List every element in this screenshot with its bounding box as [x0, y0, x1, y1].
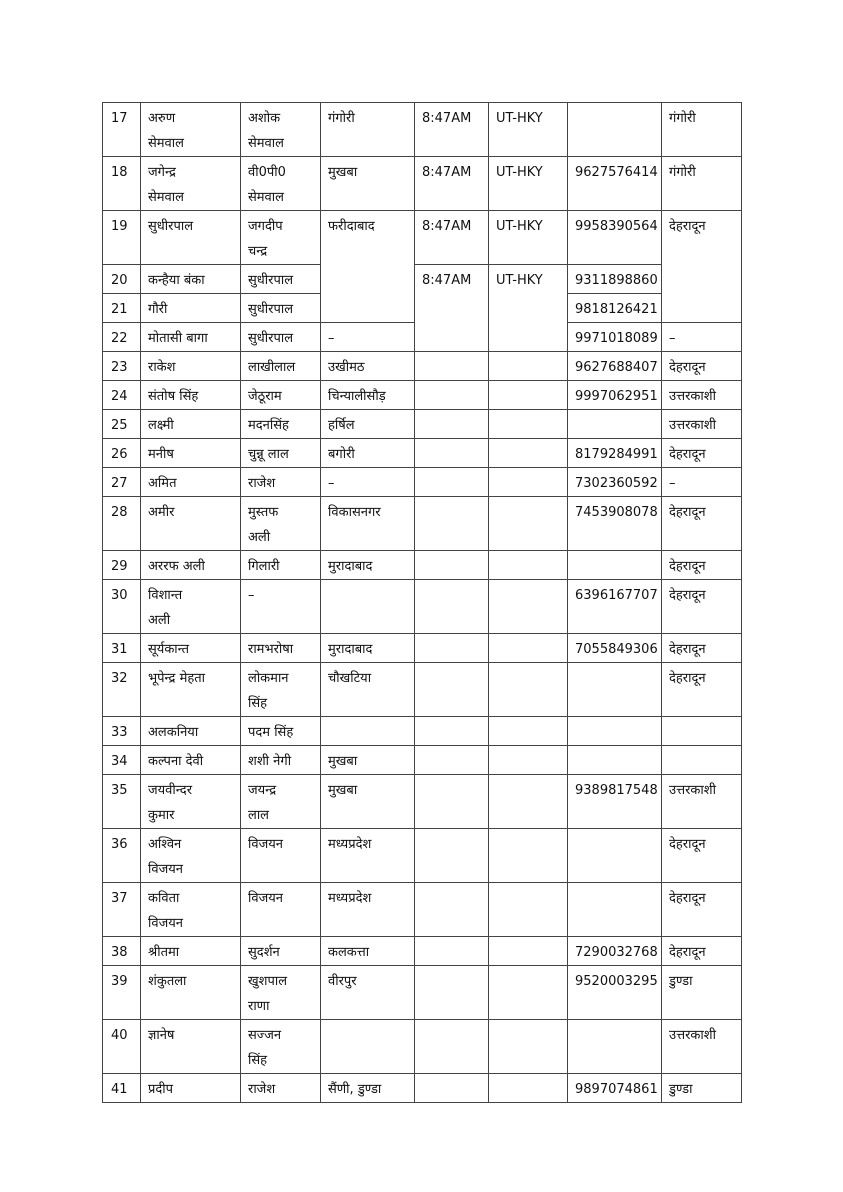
- table-row: [103, 883, 742, 937]
- table-cell: [568, 883, 662, 937]
- table-cell: राजेश: [241, 1074, 321, 1103]
- table-cell: विकासनगर: [321, 497, 415, 551]
- table-row: [103, 410, 742, 439]
- table-cell: –: [662, 468, 742, 497]
- table-cell: [489, 883, 568, 937]
- table-cell: [415, 410, 489, 439]
- table-cell: [489, 663, 568, 717]
- table-cell: बगोरी: [321, 439, 415, 468]
- table-cell: [415, 1020, 489, 1074]
- table-row: [103, 381, 742, 410]
- table-cell: ज्ञानेष: [141, 1020, 241, 1074]
- table-cell: 26: [103, 439, 141, 468]
- table-cell: मदनसिंह: [241, 410, 321, 439]
- table-cell: शशी नेगी: [241, 746, 321, 775]
- table-cell: [415, 580, 489, 634]
- table-cell: चुन्नू लाल: [241, 439, 321, 468]
- table-cell: [489, 746, 568, 775]
- table-cell: 8:47AM: [415, 211, 489, 265]
- table-row: [103, 103, 742, 157]
- table-cell: [662, 746, 742, 775]
- table-cell: लाखीलाल: [241, 352, 321, 381]
- table-cell: 23: [103, 352, 141, 381]
- table-cell: [489, 497, 568, 551]
- table-cell: [415, 746, 489, 775]
- table-cell: सैंणी, डुण्डा: [321, 1074, 415, 1103]
- table-cell: मध्यप्रदेश: [321, 883, 415, 937]
- table-cell: 34: [103, 746, 141, 775]
- table-cell: कविता विजयन: [141, 883, 241, 937]
- table-cell: 38: [103, 937, 141, 966]
- table-cell: जयन्द्र लाल: [241, 775, 321, 829]
- table-cell: उत्तरकाशी: [662, 1020, 742, 1074]
- table-cell: देहरादून: [662, 211, 742, 323]
- table-cell: गिलारी: [241, 551, 321, 580]
- table-cell: [662, 717, 742, 746]
- table-cell: अमित: [141, 468, 241, 497]
- table-cell: 27: [103, 468, 141, 497]
- table-row: [103, 497, 742, 551]
- table-cell: 33: [103, 717, 141, 746]
- table-cell: अशोक सेमवाल: [241, 103, 321, 157]
- table-cell: 8:47AM: [415, 265, 489, 352]
- table-cell: राजेश: [241, 468, 321, 497]
- table-cell: सुधीरपाल: [141, 211, 241, 265]
- table-cell: [415, 634, 489, 663]
- table-cell: [415, 937, 489, 966]
- table-cell: [489, 551, 568, 580]
- table-cell: [568, 1020, 662, 1074]
- table-cell: भूपेन्द्र मेहता: [141, 663, 241, 717]
- table-cell: 8179284991: [568, 439, 662, 468]
- table-row: [103, 746, 742, 775]
- table-cell: 37: [103, 883, 141, 937]
- table-cell: सुदर्शन: [241, 937, 321, 966]
- table-row: [103, 663, 742, 717]
- table-cell: गंगोरी: [662, 103, 742, 157]
- table-cell: [489, 775, 568, 829]
- table-cell: गौरी: [141, 294, 241, 323]
- table-cell: लोकमान सिंह: [241, 663, 321, 717]
- table-cell: गंगोरी: [662, 157, 742, 211]
- table-cell: मुखबा: [321, 746, 415, 775]
- table-cell: लक्ष्मी: [141, 410, 241, 439]
- table-cell: अरुण सेमवाल: [141, 103, 241, 157]
- table-cell: डुण्डा: [662, 1074, 742, 1103]
- table-cell: 8:47AM: [415, 157, 489, 211]
- table-cell: 25: [103, 410, 141, 439]
- table-cell: 41: [103, 1074, 141, 1103]
- table-cell: देहरादून: [662, 352, 742, 381]
- table-cell: [489, 717, 568, 746]
- table-cell: 24: [103, 381, 141, 410]
- table-cell: [415, 1074, 489, 1103]
- table-cell: 32: [103, 663, 141, 717]
- table-cell: [489, 580, 568, 634]
- table-cell: अमीर: [141, 497, 241, 551]
- table-cell: कलकत्ता: [321, 937, 415, 966]
- table-cell: जेठूराम: [241, 381, 321, 410]
- table-cell: सुधीरपाल: [241, 323, 321, 352]
- table-cell: 9311898860: [568, 265, 662, 294]
- table-row: [103, 157, 742, 211]
- table-cell: प्रदीप: [141, 1074, 241, 1103]
- table-row: [103, 551, 742, 580]
- table-cell: देहरादून: [662, 634, 742, 663]
- table-cell: 36: [103, 829, 141, 883]
- table-cell: 31: [103, 634, 141, 663]
- table-cell: देहरादून: [662, 937, 742, 966]
- table-cell: 21: [103, 294, 141, 323]
- table-cell: [415, 381, 489, 410]
- table-cell: अश्विन विजयन: [141, 829, 241, 883]
- table-cell: सूर्यकान्त: [141, 634, 241, 663]
- table-cell: मुखबा: [321, 157, 415, 211]
- table-cell: –: [321, 468, 415, 497]
- table-cell: [415, 663, 489, 717]
- table-cell: देहरादून: [662, 829, 742, 883]
- table-cell: देहरादून: [662, 883, 742, 937]
- table-cell: –: [662, 323, 742, 352]
- table-cell: [489, 352, 568, 381]
- table-row: [103, 1020, 742, 1074]
- table-cell: –: [241, 580, 321, 634]
- table-cell: [489, 468, 568, 497]
- table-cell: [415, 439, 489, 468]
- table-cell: [568, 410, 662, 439]
- table-cell: कल्पना देवी: [141, 746, 241, 775]
- table-cell: [489, 966, 568, 1020]
- table-cell: श्रीतमा: [141, 937, 241, 966]
- table-cell: [568, 717, 662, 746]
- table-cell: राकेश: [141, 352, 241, 381]
- table-row: [103, 775, 742, 829]
- table-row: [103, 211, 742, 265]
- table-row: [103, 1074, 742, 1103]
- table-cell: [415, 497, 489, 551]
- table-row: [103, 580, 742, 634]
- table-cell: देहरादून: [662, 497, 742, 551]
- table-cell: संतोष सिंह: [141, 381, 241, 410]
- table-cell: 7290032768: [568, 937, 662, 966]
- table-cell: चिन्यालीसौड़: [321, 381, 415, 410]
- table-cell: UT-HKY: [489, 103, 568, 157]
- table-cell: UT-HKY: [489, 211, 568, 265]
- table-row: [103, 966, 742, 1020]
- table-cell: 17: [103, 103, 141, 157]
- table-cell: गंगोरी: [321, 103, 415, 157]
- table-cell: मुखबा: [321, 775, 415, 829]
- table-cell: रामभरोषा: [241, 634, 321, 663]
- table-cell: [415, 829, 489, 883]
- table-cell: [489, 1020, 568, 1074]
- passenger-table: [102, 102, 742, 1103]
- table-cell: जयवीन्दर कुमार: [141, 775, 241, 829]
- table-cell: 22: [103, 323, 141, 352]
- table-cell: [568, 663, 662, 717]
- table-cell: [415, 551, 489, 580]
- table-cell: विजयन: [241, 829, 321, 883]
- table-cell: जगेन्द्र सेमवाल: [141, 157, 241, 211]
- table-cell: विशान्त अली: [141, 580, 241, 634]
- table-cell: UT-HKY: [489, 265, 568, 352]
- table-cell: खुशपाल राणा: [241, 966, 321, 1020]
- table-cell: 6396167707: [568, 580, 662, 634]
- table-cell: सज्जन सिंह: [241, 1020, 321, 1074]
- table-cell: 8:47AM: [415, 103, 489, 157]
- table-cell: [415, 352, 489, 381]
- table-cell: कन्हैया बंका: [141, 265, 241, 294]
- table-row: [103, 265, 742, 294]
- table-cell: [489, 937, 568, 966]
- table-cell: देहरादून: [662, 663, 742, 717]
- table-cell: [415, 966, 489, 1020]
- table-cell: [321, 580, 415, 634]
- table-cell: 9627688407: [568, 352, 662, 381]
- table-cell: 35: [103, 775, 141, 829]
- table-cell: 18: [103, 157, 141, 211]
- table-cell: 29: [103, 551, 141, 580]
- table-cell: सुधीरपाल: [241, 265, 321, 294]
- table-row: [103, 937, 742, 966]
- table-cell: 9520003295: [568, 966, 662, 1020]
- table-cell: 20: [103, 265, 141, 294]
- table-cell: हर्षिल: [321, 410, 415, 439]
- table-cell: 9897074861: [568, 1074, 662, 1103]
- table-cell: पदम सिंह: [241, 717, 321, 746]
- table-cell: 30: [103, 580, 141, 634]
- table-cell: 9389817548: [568, 775, 662, 829]
- table-cell: 19: [103, 211, 141, 265]
- table-cell: देहरादून: [662, 551, 742, 580]
- table-row: [103, 439, 742, 468]
- table-row: [103, 352, 742, 381]
- table-cell: –: [321, 323, 415, 352]
- table-cell: 9958390564: [568, 211, 662, 265]
- table-cell: उत्तरकाशी: [662, 381, 742, 410]
- table-cell: मुरादाबाद: [321, 551, 415, 580]
- table-cell: [321, 1020, 415, 1074]
- table-cell: [568, 746, 662, 775]
- table-cell: मुरादाबाद: [321, 634, 415, 663]
- table-row: [103, 829, 742, 883]
- table-cell: सुधीरपाल: [241, 294, 321, 323]
- table-cell: [489, 1074, 568, 1103]
- table-cell: 7055849306: [568, 634, 662, 663]
- table-cell: जगदीप चन्द्र: [241, 211, 321, 265]
- table-cell: विजयन: [241, 883, 321, 937]
- table-cell: [489, 410, 568, 439]
- table-row: [103, 717, 742, 746]
- table-cell: मुस्तफ अली: [241, 497, 321, 551]
- table-cell: 39: [103, 966, 141, 1020]
- table-cell: [415, 717, 489, 746]
- table-cell: देहरादून: [662, 439, 742, 468]
- table-cell: 7302360592: [568, 468, 662, 497]
- table-cell: [489, 634, 568, 663]
- table-cell: [321, 717, 415, 746]
- table-cell: 9627576414: [568, 157, 662, 211]
- table-cell: उत्तरकाशी: [662, 410, 742, 439]
- table-cell: मनीष: [141, 439, 241, 468]
- table-cell: [489, 829, 568, 883]
- table-cell: अररफ अली: [141, 551, 241, 580]
- table-cell: [415, 775, 489, 829]
- table-cell: मोतासी बागा: [141, 323, 241, 352]
- table-cell: वीरपुर: [321, 966, 415, 1020]
- table-cell: 40: [103, 1020, 141, 1074]
- table-cell: चौखटिया: [321, 663, 415, 717]
- table-cell: 9971018089: [568, 323, 662, 352]
- table-cell: देहरादून: [662, 580, 742, 634]
- table-cell: [489, 439, 568, 468]
- table-cell: 28: [103, 497, 141, 551]
- table-cell: UT-HKY: [489, 157, 568, 211]
- table-cell: [415, 468, 489, 497]
- table-cell: [568, 551, 662, 580]
- table-cell: उत्तरकाशी: [662, 775, 742, 829]
- table-cell: फरीदाबाद: [321, 211, 415, 323]
- table-cell: डुण्डा: [662, 966, 742, 1020]
- table-cell: [415, 883, 489, 937]
- table-cell: उखीमठ: [321, 352, 415, 381]
- table-row: [103, 468, 742, 497]
- table-row: [103, 634, 742, 663]
- table-cell: अलकनिया: [141, 717, 241, 746]
- table-cell: 9818126421: [568, 294, 662, 323]
- table-cell: शंकुतला: [141, 966, 241, 1020]
- table-cell: [568, 103, 662, 157]
- table-cell: 7453908078: [568, 497, 662, 551]
- table-cell: [568, 829, 662, 883]
- table-cell: 9997062951: [568, 381, 662, 410]
- table-cell: वी0पी0 सेमवाल: [241, 157, 321, 211]
- table-cell: मध्यप्रदेश: [321, 829, 415, 883]
- table-cell: [489, 381, 568, 410]
